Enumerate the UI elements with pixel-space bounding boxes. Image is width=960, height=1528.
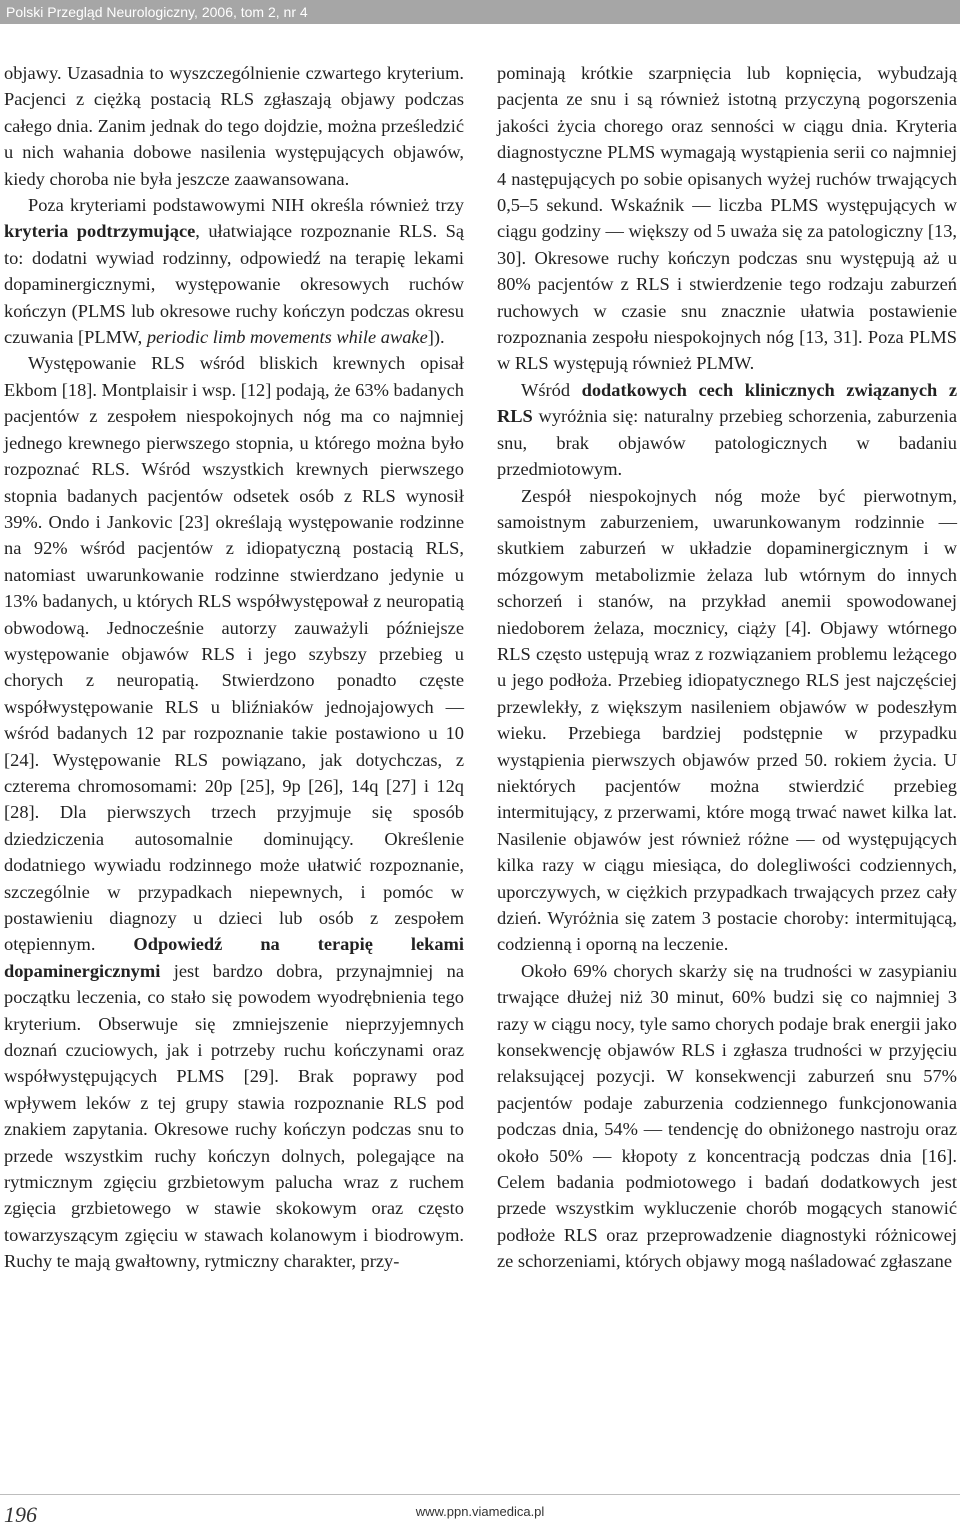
- text-run: Poza kryteriami podstawowymi NIH określa również trzy: [28, 195, 464, 216]
- text-run: Wśród: [521, 379, 582, 400]
- page-number: 196: [4, 1502, 37, 1527]
- footer-url: www.ppn.viamedica.pl: [415, 1504, 545, 1519]
- footer-divider: [0, 1494, 960, 1495]
- paragraph: pominają krótkie szarpnięcia lub kopnięcia, wybudzają pacjenta ze snu i są również istotną przyczyną pogorszenia jakości życia chorego oraz senności w ciągu dnia. Kryteria diagnostyczne PLMS wymagają wystąpienia serii co najmniej 4 następujących po sobie opisanych wyżej ruchów trwających 0,5–5 sekund. Wskaźnik — liczba PLMS występujących w ciągu godziny — większy od 5 uważa się za patologiczny [13, 30]. Okresowe ruchy kończyn podczas snu występują aż u 80% pacjentów z RLS i stwierdzenie tego rodzaju zaburzeń ruchowych w czasie snu znacznie ułatwia postawienie rozpoznania zespołu niespokojnych nóg [13, 31]. Poza PLMS w RLS występują również PLMW.: [497, 63, 957, 374]
- paragraph: [497, 377, 957, 483]
- paragraph: [4, 192, 464, 350]
- text-run: Występowanie RLS wśród bliskich krewnych opisał Ekbom [18]. Montplaisir i wsp. [12] podają, że 63% badanych pacjentów z zespołem niespokojnych nóg ma co najmniej jednego krewnego pierwszego stopnia, u którego można było rozpoznać RLS. Wśród wszystkich krewnych pierwszego stopnia badanych pacjentów odsetek osób z RLS wynosił 39%. Ondo i Jankovic [23] określają występowanie rodzinne na 92% wśród pacjentów z idiopatyczną postacią RLS, natomiast uwarunkowanie rodzinne stwierdzano jedynie u 13% badanych, u których RLS współwystępował z neuropatią obwodową. Jednocześnie autorzy zauważyli późniejsze występowanie objawów RLS i jego szybszy przebieg u chorych z neuropatią. Stwierdzono ponadto częste współwystępowanie RLS u bliźniaków jednojajowych — wśród badanych 12 par rozpoznanie takie postawiono u 10 [24]. Występowanie RLS powiązano, jak dotychczas, z czterema chromosomami: 20p [25], 9p [26], 14q [27] i 12q [28]. Dla pierwszych trzech przyjmuje się sposób dziedziczenia autosomalnie dominujący. Określenie dodatniego wywiadu rodzinnego może ułatwić rozpoznanie, szczególnie w przypadkach niepewnych, i pomóc w postawieniu diagnozy u dzieci lub osób z zespołem otępiennym.: [4, 353, 464, 955]
- left-column: [4, 60, 464, 1275]
- text-run: jest bardzo dobra, przynajmniej na początku leczenia, co stało się powodem wyodrębnienia tego kryterium. Obserwuje się zmniejszenie nieprzyjemnych doznań czuciowych, jak i potrzeby ruchu kończynami oraz współwystępujących PLMS [29]. Brak poprawy pod wpływem leków z tej grupy stawia rozpoznanie RLS pod znakiem zapytania. Okresowe ruchy kończyn podczas snu to przede wszystkim ruchy kończyn dolnych, polegające na rytmicznym zgięciu grzbietowym palucha wraz z ruchem zgięcia grzbietowego w stawie skokowym oraz często towarzyszącym zgięciu w stawach kolanowym i biodrowym. Ruchy te mają gwałtowny, rytmiczny charakter, przy-: [4, 960, 464, 1272]
- paragraph: [4, 350, 464, 1274]
- bold-term: Odpowiedź na terapię lekami dopaminergicznymi: [4, 934, 464, 981]
- text-run: wyróżnia się: naturalny przebieg schorzenia, zaburzenia snu, brak objawów patologicznych w badaniu przedmiotowym.: [497, 406, 957, 480]
- paragraph: objawy. Uzasadnia to wyszczególnienie czwartego kryterium. Pacjenci z ciężką postacią RLS zgłaszają objawy podczas całego dnia. Zanim jednak do tego dojdzie, można prześledzić u nich wahania dobowe nasilenia występujących objawów, kiedy choroba nie była jeszcze zaawansowana.: [4, 63, 464, 189]
- right-column: [497, 60, 957, 1275]
- text-run: , ułatwiające rozpoznanie RLS. Są to: dodatni wywiad rodzinny, odpowiedź na terapię lekami dopaminergicznymi, występowanie okresowych ruchów kończyn (PLMS lub okresowe ruchy kończyn podczas okresu czuwania [PLMW,: [4, 221, 464, 348]
- text-run: ]).: [427, 327, 445, 348]
- paragraph: Zespół niespokojnych nóg może być pierwotnym, samoistnym zaburzeniem, uwarunkowanym rodzinnie — skutkiem zaburzeń w układzie dopaminergicznym i w mózgowym metabolizmie żelaza lub wtórnym do innych schorzeń i stanów, na przykład anemii spowodowanej niedoborem żelaza, mocznicy, ciąży [4]. Objawy wtórnego RLS często ustępują wraz z rozwiązaniem problemu leżącego u jego podłoża. Przebieg idiopatycznego RLS jest najczęściej przewlekły, z większym nasileniem objawów w podeszłym wieku. Przebiega bardziej podstępnie w przypadku wystąpienia pierwszych objawów przed 50. rokiem życia. U niektórych pacjentów można stwierdzić przebieg intermitujący, z przerwami, które mogą trwać nawet kilka lat. Nasilenie objawów jest również różne — od występujących kilka razy w ciągu miesiąca, do dolegliwości codziennych, uporczywych, w ciężkich przypadkach trwających przez cały dzień. Wyróżnia się zatem 3 postacie choroby: intermitującą, codzienną i oporną na leczenie.: [497, 485, 957, 955]
- journal-header: Polski Przegląd Neurologiczny, 2006, tom 2, nr 4: [0, 0, 960, 24]
- paragraph: Około 69% chorych skarży się na trudności w zasypianiu trwające dłużej niż 30 minut, 60% budzi się co najmniej 3 razy w ciągu nocy, tyle samo chorych podaje brak energii jako konsekwencję objawów RLS i zgłasza trudności w przyjęciu relaksującej pozycji. W konsekwencji zaburzeń snu 57% pacjentów podaje zaburzenia codziennego funkcjonowania podczas dnia, 54% — tendencję do obniżonego nastroju oraz około 50% — kłopoty z koncentracją podczas dnia [16]. Celem badania podmiotowego i badań dodatkowych jest przede wszystkim wykluczenie chorób mogących stanowić podłoże RLS oraz przeprowadzenie diagnostyki różnicowej ze schorzeniami, których objawy mogą naśladować zgłaszane: [497, 960, 957, 1272]
- bold-term: dodatkowych cech klinicznych związanych z RLS: [497, 379, 957, 427]
- bold-term: kryteria podtrzymujące: [4, 221, 196, 242]
- italic-term: periodic limb movements while awake: [146, 327, 428, 348]
